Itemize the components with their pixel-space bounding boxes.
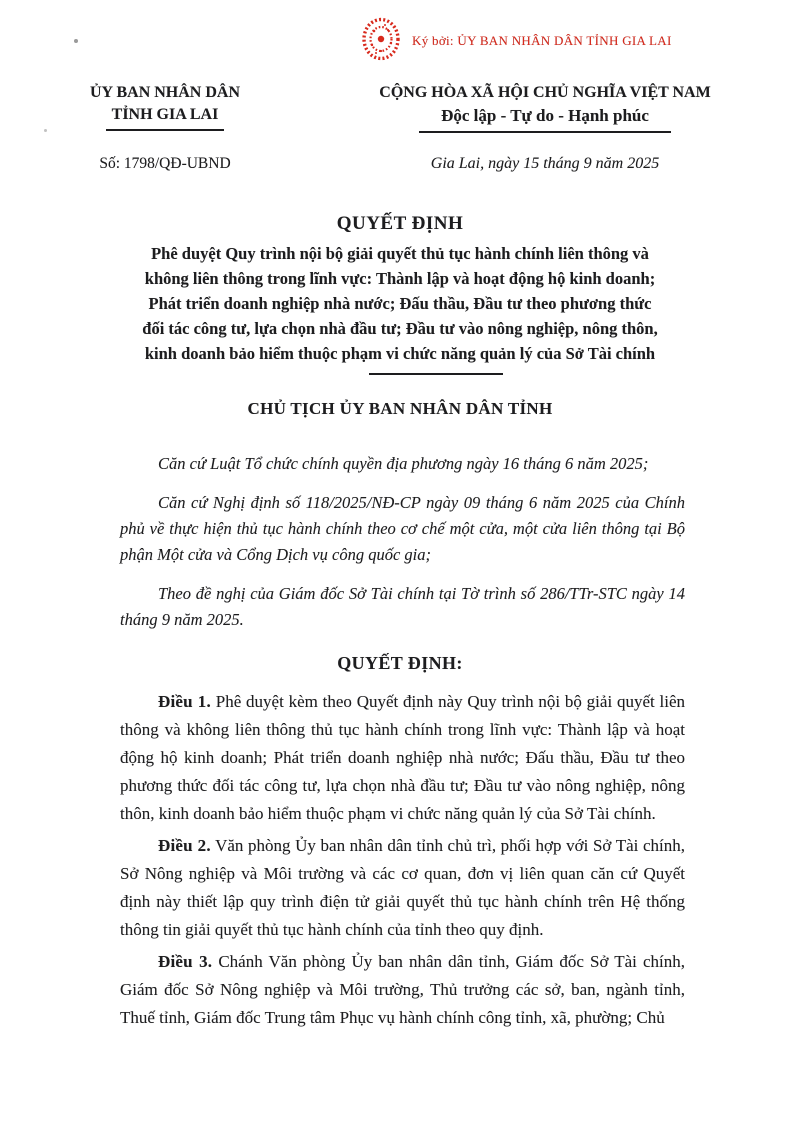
title-divider (369, 373, 503, 375)
signature-label: Ký bởi: ỦY BAN NHÂN DÂN TỈNH GIA LAI (412, 33, 672, 48)
article-paragraph (120, 832, 685, 944)
article-paragraph (120, 948, 685, 1032)
digital-signature-stamp (360, 16, 672, 62)
document-header (0, 82, 800, 133)
doc-number: Số: 1798/QĐ-UBND (99, 155, 231, 172)
issuer-underline (106, 129, 224, 131)
article-label: Điều 3. (158, 952, 213, 971)
scan-speck (44, 129, 47, 132)
authority-heading: CHỦ TỊCH ỦY BAN NHÂN DÂN TỈNH (247, 399, 553, 418)
article-label: Điều 2. (158, 836, 211, 855)
article-text: Phê duyệt kèm theo Quyết định này Quy trình nội bộ giải quyết liên thông và không liên thông thủ tục hành chính trong lĩnh vực: Thành lập và hoạt động hộ kinh doanh; Phát triển doanh nghiệp nhà nước; Đấu thầu, Đầu tư theo phương thức đối tác công tư, lựa chọn nhà đầu tư; Đầu tư vào nông nghiệp, nông thôn, kinh doanh bảo hiểm thuộc phạm vi chức năng quản lý của Sở Tài chính. (120, 692, 686, 823)
preamble-section (120, 451, 685, 633)
subtitle-line: đối tác công tư, lựa chọn nhà đầu tư; Đầu tư vào nông nghiệp, nông thôn, (142, 319, 658, 338)
subtitle-line: Phê duyệt Quy trình nội bộ giải quyết thủ tục hành chính liên thông và (151, 244, 649, 263)
decision-order-heading: QUYẾT ĐỊNH: (337, 653, 463, 673)
scan-speck (74, 39, 78, 43)
preamble-paragraph: Theo đề nghị của Giám đốc Sở Tài chính tại Tờ trình số 286/TTr-STC ngày 14 tháng 9 năm 2025. (120, 584, 685, 629)
preamble-paragraph: Căn cứ Nghị định số 118/2025/NĐ-CP ngày 09 tháng 6 năm 2025 của Chính phủ về thực hiện thủ tục hành chính theo cơ chế một cửa, một cửa liên thông tại Bộ phận Một cửa và Cổng Dịch vụ công quốc gia; (120, 493, 685, 564)
motto-block (330, 82, 800, 133)
issuer-name-line1: ỦY BAN NHÂN DÂN (89, 84, 241, 101)
place-date-line: Gia Lai, ngày 15 tháng 9 năm 2025 (430, 155, 660, 172)
number-date-row (0, 155, 800, 173)
issuer-block (0, 82, 330, 133)
article-text: Văn phòng Ủy ban nhân dân tỉnh chủ trì, phối hợp với Sở Tài chính, Sở Nông nghiệp và Môi trường và các cơ quan, đơn vị liên quan căn cứ Quyết định này thiết lập quy trình điện tử giải quyết thủ tục hành chính trên Hệ thống thông tin giải quyết thủ tục hành chính của tỉnh theo quy định. (120, 836, 685, 939)
article-label: Điều 1. (158, 692, 211, 711)
subtitle-line: kinh doanh bảo hiểm thuộc phạm vi chức năng quản lý của Sở Tài chính (144, 344, 656, 363)
decision-subtitle (0, 241, 800, 366)
national-motto-line1: CỘNG HÒA XÃ HỘI CHỦ NGHĨA VIỆT NAM (379, 84, 711, 101)
issuer-name-line2: TỈNH GIA LAI (111, 106, 219, 123)
national-emblem-seal-icon (360, 16, 402, 62)
decision-title: QUYẾT ĐỊNH (336, 213, 464, 234)
article-paragraph (120, 688, 685, 828)
preamble-paragraph: Căn cứ Luật Tổ chức chính quyền địa phương ngày 16 tháng 6 năm 2025; (158, 454, 649, 473)
articles-section (120, 688, 685, 1032)
subtitle-line: không liên thông trong lĩnh vực: Thành lập và hoạt động hộ kinh doanh; (144, 269, 656, 288)
article-text: Chánh Văn phòng Ủy ban nhân dân tỉnh, Giám đốc Sở Tài chính, Giám đốc Sở Nông nghiệp và Môi trường, Thủ trưởng các sở, ban, ngành tỉnh, Thuế tỉnh, Giám đốc Trung tâm Phục vụ hành chính công tỉnh, xã, phường; Chủ (120, 952, 686, 1027)
motto-underline (419, 131, 671, 133)
national-motto-line2: Độc lập - Tự do - Hạnh phúc (441, 106, 649, 125)
subtitle-line: Phát triển doanh nghiệp nhà nước; Đấu thầu, Đầu tư theo phương thức (148, 294, 652, 313)
